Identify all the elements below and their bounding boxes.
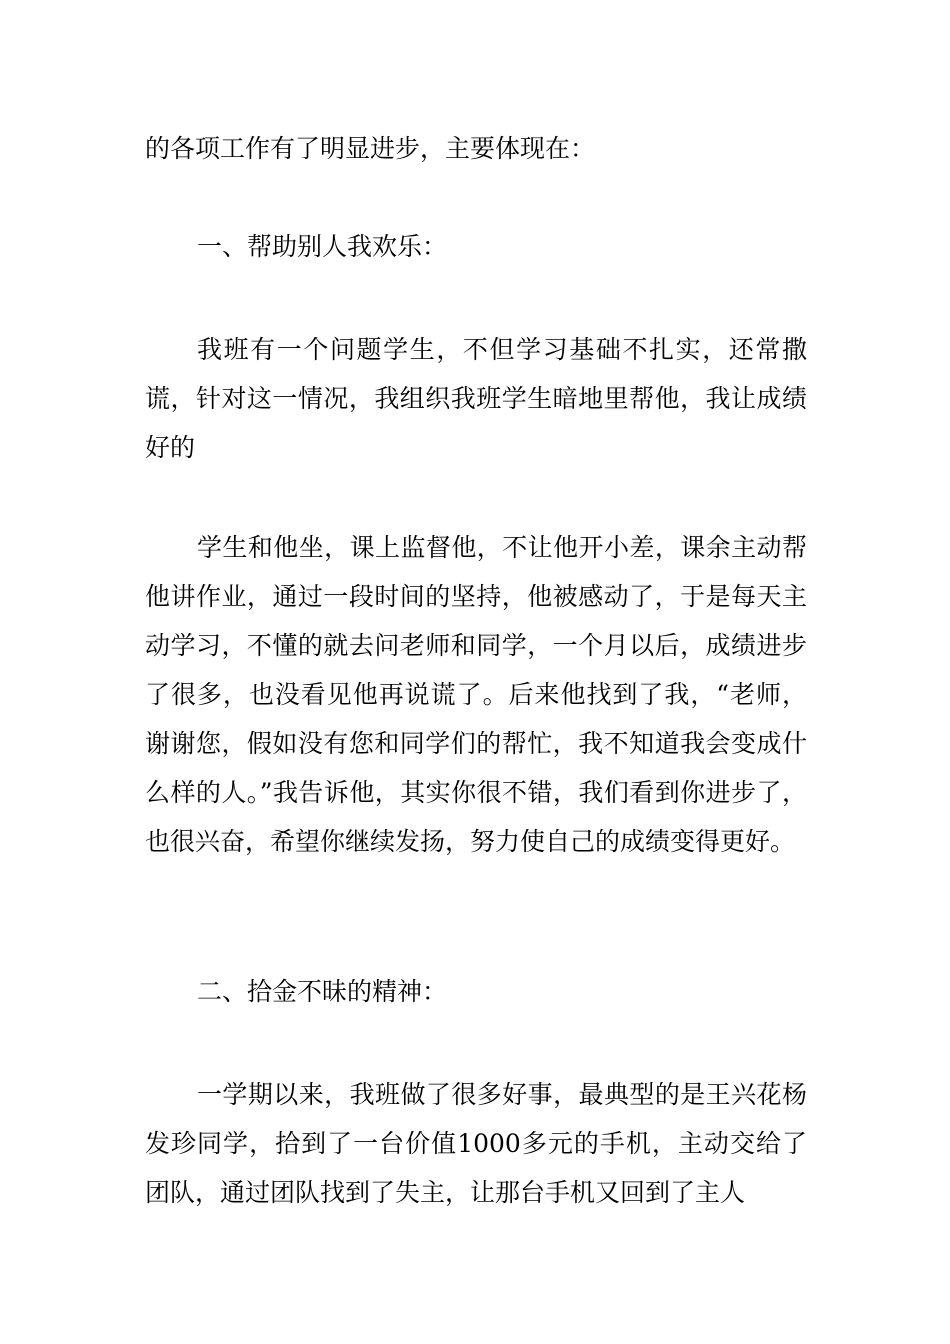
paragraph-lost-phone: 一学期以来，我班做了很多好事，最典型的是王兴花杨发珍同学，拾到了一台价值1000多元的手机，主动交给了团队，通过团队找到了失主，让那台手机又回到了主人 bbox=[145, 1080, 807, 1207]
paragraph-peer-help: 学生和他坐，课上监督他，不让他开小差，课余主动帮他讲作业，通过一段时间的坚持，他被感动了，于是每天主动学习，不懂的就去问老师和同学，一个月以后，成绩进步了很多，也没看见他再说谎了。后来他找到了我，“老师，谢谢您，假如没有您和同学们的帮忙，我不知道我会变成什么样的人。”我告诉他，其实你很不错，我们看到你进步了，也很兴奋，希望你继续发扬，努力使自己的成绩变得更好。 bbox=[145, 533, 807, 856]
section-heading-1: 一、帮助别人我欢乐： bbox=[197, 232, 448, 261]
paragraph-problem-student: 我班有一个问题学生，不但学习基础不扎实，还常撒谎，针对这一情况，我组织我班学生暗地里帮他，我让成绩好的 bbox=[145, 335, 807, 462]
paragraph-intro-continuation: 的各项工作有了明显进步，主要体现在： bbox=[145, 134, 596, 163]
section-heading-2: 二、拾金不昧的精神： bbox=[197, 977, 448, 1006]
